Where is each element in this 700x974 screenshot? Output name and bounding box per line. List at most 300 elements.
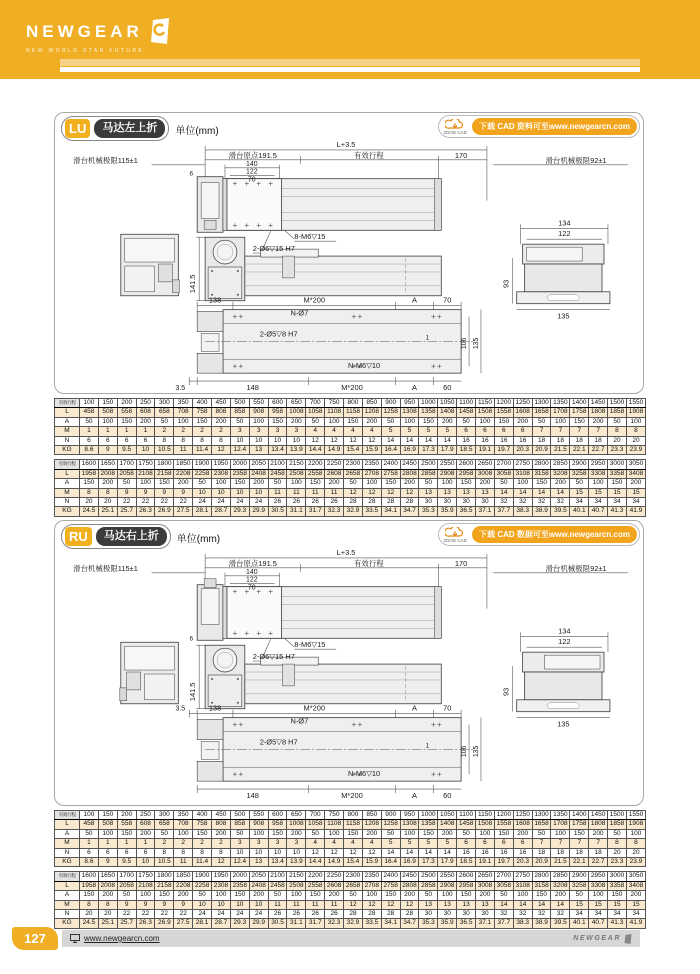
value-cell: 250 (136, 811, 155, 820)
value-cell: 14 (438, 436, 457, 445)
value-cell: 1750 (136, 872, 155, 881)
dim-1: 1 (425, 334, 430, 342)
value-cell: 2300 (344, 460, 363, 469)
value-cell: 6 (494, 839, 513, 848)
value-cell: 22 (155, 910, 174, 919)
value-cell: 10 (287, 436, 306, 445)
value-cell: 8 (626, 427, 645, 436)
value-cell: 200 (551, 479, 570, 488)
value-cell: 16 (494, 436, 513, 445)
value-cell: 13 (249, 446, 268, 455)
value-cell: 19.1 (476, 446, 495, 455)
value-cell: 29.9 (249, 919, 268, 928)
value-cell: 600 (268, 811, 287, 820)
value-cell: 10 (287, 848, 306, 857)
stroke-header-cell: 有效行程 (55, 811, 80, 820)
value-cell: 1850 (174, 460, 193, 469)
value-cell: 1908 (626, 820, 645, 829)
value-cell: 2750 (513, 872, 532, 881)
value-cell: 6 (80, 848, 99, 857)
value-cell: 150 (268, 417, 287, 426)
plan-view (197, 576, 441, 641)
cad-download-text[interactable]: 下载 CAD 数据可至www.newgearcn.com (472, 526, 637, 543)
value-cell: 13 (419, 900, 438, 909)
cloud-download-icon (445, 527, 465, 538)
value-cell: 37.7 (494, 919, 513, 928)
value-cell: 2958 (457, 881, 476, 890)
value-cell: 12 (362, 488, 381, 497)
value-cell: 200 (174, 891, 193, 900)
value-cell: 1958 (80, 469, 99, 478)
value-cell: 1450 (589, 811, 608, 820)
value-cell: 22 (117, 910, 136, 919)
value-cell: 14 (551, 488, 570, 497)
value-cell: 1900 (193, 460, 212, 469)
value-cell: 2108 (136, 469, 155, 478)
dim-170: 170 (454, 150, 468, 160)
value-cell: 200 (400, 479, 419, 488)
value-cell: 11 (306, 900, 325, 909)
dim-106: 106 (461, 337, 469, 350)
row-label-cell: M (55, 488, 80, 497)
value-cell: 150 (98, 399, 117, 408)
value-cell: 26.9 (155, 507, 174, 516)
value-cell: 7 (551, 427, 570, 436)
value-cell: 9 (136, 488, 155, 497)
value-cell: 28 (381, 498, 400, 507)
value-cell: 2900 (570, 460, 589, 469)
value-cell: 28 (381, 910, 400, 919)
value-cell: 150 (532, 891, 551, 900)
value-cell: 1 (117, 427, 136, 436)
page-footer (0, 926, 700, 956)
value-cell: 20.9 (532, 446, 551, 455)
value-cell: 2050 (249, 872, 268, 881)
value-cell: 34 (626, 498, 645, 507)
value-cell: 858 (230, 408, 249, 417)
value-cell: 24 (193, 910, 212, 919)
value-cell: 3 (230, 839, 249, 848)
value-cell: 2308 (212, 469, 231, 478)
dim-m200-bot: M*200 (341, 383, 363, 393)
value-cell: 10 (136, 446, 155, 455)
value-cell: 20 (98, 498, 117, 507)
value-cell: 2600 (457, 872, 476, 881)
dim-148: 148 (246, 791, 259, 801)
value-cell: 2208 (174, 881, 193, 890)
value-cell: 558 (117, 408, 136, 417)
value-cell: 2550 (438, 872, 457, 881)
value-cell: 37.7 (494, 507, 513, 516)
dim-170: 170 (454, 558, 468, 568)
value-cell: 2758 (381, 469, 400, 478)
value-cell: 20 (626, 848, 645, 857)
value-cell: 750 (325, 811, 344, 820)
value-cell: 8 (212, 848, 231, 857)
value-cell: 20.3 (513, 858, 532, 867)
website-link[interactable] (70, 934, 160, 943)
value-cell: 39.5 (551, 507, 570, 516)
value-cell: 14.4 (306, 858, 325, 867)
value-cell: 200 (212, 829, 231, 838)
value-cell: 41.3 (608, 919, 627, 928)
value-cell: 8 (193, 848, 212, 857)
value-cell: 15 (626, 900, 645, 909)
value-cell: 28 (400, 910, 419, 919)
value-cell: 100 (174, 829, 193, 838)
value-cell: 18 (551, 436, 570, 445)
value-cell: 2300 (344, 872, 363, 881)
value-cell: 16 (476, 848, 495, 857)
value-cell: 1508 (476, 820, 495, 829)
value-cell: 200 (551, 891, 570, 900)
dim-138: 138 (208, 295, 222, 305)
value-cell: 8 (626, 839, 645, 848)
value-cell: 200 (212, 417, 231, 426)
value-cell: 850 (362, 811, 381, 820)
value-cell: 16 (513, 848, 532, 857)
row-label-cell: KG (55, 446, 80, 455)
value-cell: 18 (532, 436, 551, 445)
value-cell: 2050 (249, 460, 268, 469)
dim-b135: 135 (472, 745, 480, 758)
value-cell: 2308 (212, 881, 231, 890)
row-label-cell: L (55, 820, 80, 829)
value-cell: 4 (306, 839, 325, 848)
value-cell: 550 (249, 811, 268, 820)
row-label-cell: A (55, 479, 80, 488)
value-cell: 31.1 (287, 507, 306, 516)
value-cell: 29.3 (230, 507, 249, 516)
value-cell: 5 (400, 839, 419, 848)
value-cell: 1158 (344, 408, 363, 417)
ru-dimension-table-1 (54, 810, 646, 867)
value-cell: 17.3 (419, 858, 438, 867)
value-cell: 50 (532, 417, 551, 426)
value-cell: 12 (212, 446, 231, 455)
value-cell: 8 (174, 436, 193, 445)
value-cell: 35.9 (438, 919, 457, 928)
value-cell: 18 (570, 436, 589, 445)
value-cell: 8 (80, 900, 99, 909)
value-cell: 20.3 (513, 446, 532, 455)
monitor-icon (70, 934, 80, 943)
value-cell: 50 (155, 829, 174, 838)
cad-download-badge[interactable] (438, 115, 640, 138)
value-cell: 2658 (344, 469, 363, 478)
value-cell: 50 (608, 417, 627, 426)
value-cell: 14.9 (325, 858, 344, 867)
value-cell: 1708 (551, 820, 570, 829)
dim-60: 60 (443, 383, 452, 393)
value-cell: 2 (155, 427, 174, 436)
value-cell: 2750 (513, 460, 532, 469)
value-cell: 29.9 (249, 507, 268, 516)
value-cell: 13.9 (287, 446, 306, 455)
value-cell: 10 (268, 436, 287, 445)
value-cell: 150 (98, 811, 117, 820)
value-cell: 32 (494, 910, 513, 919)
value-cell: 14 (532, 488, 551, 497)
value-cell: 22 (117, 498, 136, 507)
value-cell: 7 (589, 839, 608, 848)
value-cell: 150 (155, 891, 174, 900)
value-cell: 3050 (626, 460, 645, 469)
value-cell: 7 (570, 427, 589, 436)
value-cell: 1300 (532, 811, 551, 820)
value-cell: 30 (457, 498, 476, 507)
footer-bar (62, 930, 640, 947)
value-cell: 658 (155, 820, 174, 829)
value-cell: 200 (98, 891, 117, 900)
ru-dimension-table-2 (54, 871, 646, 928)
value-cell: 3308 (589, 881, 608, 890)
value-cell: 2850 (551, 872, 570, 881)
value-cell: 1608 (513, 820, 532, 829)
value-cell: 1800 (155, 872, 174, 881)
value-cell: 14 (400, 436, 419, 445)
value-cell: 6 (136, 848, 155, 857)
value-cell: 3008 (476, 469, 495, 478)
value-cell: 10 (249, 488, 268, 497)
value-cell: 2608 (325, 881, 344, 890)
value-cell: 15.4 (344, 446, 363, 455)
value-cell: 50 (344, 479, 363, 488)
value-cell: 1200 (494, 811, 513, 820)
section-lu (54, 112, 646, 517)
value-cell: 1258 (381, 408, 400, 417)
value-cell: 2100 (268, 872, 287, 881)
value-cell: 28.7 (212, 919, 231, 928)
value-cell: 1150 (476, 399, 495, 408)
value-cell: 1058 (306, 408, 325, 417)
value-cell: 10 (230, 848, 249, 857)
value-cell: 1558 (494, 820, 513, 829)
dim-140: 140 (245, 568, 258, 576)
value-cell: 4 (362, 427, 381, 436)
cad-download-text[interactable]: 下载 CAD 资料可至www.newgearcn.com (472, 118, 637, 135)
value-cell: 2208 (174, 469, 193, 478)
value-cell: 150 (570, 417, 589, 426)
value-cell: 12 (306, 436, 325, 445)
value-cell: 1650 (98, 460, 117, 469)
dim-70: 70 (247, 584, 256, 592)
value-cell: 7 (570, 839, 589, 848)
drawing-panel-ru (54, 520, 644, 806)
value-cell: 25.1 (98, 919, 117, 928)
value-cell: 13 (457, 488, 476, 497)
value-cell: 14 (438, 848, 457, 857)
footer-brand-text: NEWGEAR (573, 935, 621, 942)
value-cell: 27.5 (174, 507, 193, 516)
value-cell: 1050 (438, 811, 457, 820)
value-cell: 150 (306, 479, 325, 488)
value-cell: 1400 (570, 399, 589, 408)
value-cell: 9 (174, 488, 193, 497)
cad-cloud (441, 119, 469, 135)
lu-dimension-table-2 (54, 459, 646, 516)
value-cell: 3 (230, 427, 249, 436)
value-cell: 26.3 (136, 919, 155, 928)
label-holes: N-Ø7 (290, 308, 309, 318)
header-stripe-white (60, 67, 640, 72)
value-cell: 28 (362, 910, 381, 919)
value-cell: 1558 (494, 408, 513, 417)
value-cell: 758 (193, 820, 212, 829)
value-cell: 1 (98, 839, 117, 848)
row-label-cell: KG (55, 919, 80, 928)
value-cell: 2458 (268, 469, 287, 478)
value-cell: 9 (98, 858, 117, 867)
drawing-panel-lu (54, 112, 644, 394)
value-cell: 50 (80, 829, 99, 838)
value-cell: 20 (80, 498, 99, 507)
value-cell: 1658 (532, 820, 551, 829)
value-cell: 15.9 (362, 858, 381, 867)
website-url[interactable]: www.newgearcn.com (84, 934, 160, 943)
value-cell: 11 (268, 488, 287, 497)
value-cell: 31.7 (306, 919, 325, 928)
value-cell: 21.5 (551, 858, 570, 867)
dim-134: 134 (558, 218, 571, 228)
dim-141-5: 141.5 (188, 274, 198, 294)
value-cell: 24 (249, 910, 268, 919)
row-label-cell: KG (55, 507, 80, 516)
value-cell: 150 (230, 891, 249, 900)
value-cell: 13.9 (287, 858, 306, 867)
value-cell: 1400 (570, 811, 589, 820)
value-cell: 600 (268, 399, 287, 408)
value-cell: 100 (80, 811, 99, 820)
value-cell: 708 (174, 820, 193, 829)
value-cell: 34.1 (381, 919, 400, 928)
value-cell: 30 (476, 498, 495, 507)
value-cell: 26 (306, 498, 325, 507)
value-cell: 50 (268, 891, 287, 900)
value-cell: 34 (570, 910, 589, 919)
value-cell: 13 (476, 488, 495, 497)
value-cell: 36.5 (457, 507, 476, 516)
value-cell: 13 (476, 900, 495, 909)
value-cell: 15.4 (344, 858, 363, 867)
value-cell: 100 (626, 829, 645, 838)
value-cell: 40.1 (570, 919, 589, 928)
value-cell: 4 (362, 839, 381, 848)
section-title-lu (61, 116, 219, 141)
value-cell: 808 (212, 820, 231, 829)
dim-limit-left: 滑台机械极限115±1 (73, 155, 138, 165)
value-cell: 17.9 (438, 858, 457, 867)
value-cell: 900 (381, 811, 400, 820)
value-cell: 6 (476, 839, 495, 848)
value-cell: 2 (212, 427, 231, 436)
value-cell: 28 (344, 910, 363, 919)
value-cell: 3058 (494, 469, 513, 478)
dim-93: 93 (501, 687, 511, 696)
value-cell: 8 (98, 488, 117, 497)
value-cell: 200 (136, 829, 155, 838)
value-cell: 15 (589, 488, 608, 497)
value-cell: 3000 (608, 460, 627, 469)
value-cell: 18 (589, 848, 608, 857)
value-cell: 150 (608, 891, 627, 900)
value-cell: 1 (80, 427, 99, 436)
dim-6: 6 (189, 635, 194, 643)
left-end-view (120, 642, 179, 704)
model-title: 马达左上折 (94, 119, 165, 138)
value-cell: 24 (249, 498, 268, 507)
value-cell: 16 (476, 436, 495, 445)
value-cell: 17.9 (438, 446, 457, 455)
dim-total: L+3.5 (336, 547, 356, 557)
value-cell: 16.4 (381, 446, 400, 455)
value-cell: 22 (136, 910, 155, 919)
value-cell: 12 (325, 436, 344, 445)
side-view (205, 645, 441, 709)
value-cell: 14 (551, 900, 570, 909)
value-cell: 100 (626, 417, 645, 426)
dim-148: 148 (246, 383, 259, 393)
value-cell: 32 (513, 910, 532, 919)
value-cell: 2950 (589, 460, 608, 469)
value-cell: 8 (174, 848, 193, 857)
value-cell: 200 (476, 479, 495, 488)
value-cell: 11 (268, 900, 287, 909)
value-cell: 200 (136, 417, 155, 426)
value-cell: 100 (287, 479, 306, 488)
value-cell: 1 (80, 839, 99, 848)
value-cell: 508 (98, 820, 117, 829)
value-cell: 24 (212, 498, 231, 507)
value-cell: 22.1 (570, 858, 589, 867)
dim-limit-left: 滑台机械极限115±1 (73, 563, 138, 573)
value-cell: 2408 (249, 881, 268, 890)
value-cell: 15 (608, 900, 627, 909)
value-cell: 12 (400, 488, 419, 497)
value-cell: 1750 (136, 460, 155, 469)
value-cell: 14 (513, 488, 532, 497)
value-cell: 18 (570, 848, 589, 857)
value-cell: 6 (513, 427, 532, 436)
value-cell: 400 (193, 399, 212, 408)
value-cell: 32 (513, 498, 532, 507)
cad-download-badge[interactable] (438, 523, 640, 546)
value-cell: 1500 (608, 811, 627, 820)
dim-122: 122 (245, 168, 258, 176)
value-cell: 150 (532, 479, 551, 488)
value-cell: 3158 (532, 469, 551, 478)
bottom-view (197, 310, 473, 374)
value-cell: 200 (174, 479, 193, 488)
value-cell: 31.7 (306, 507, 325, 516)
value-cell: 150 (570, 829, 589, 838)
value-cell: 1 (136, 427, 155, 436)
value-cell: 4 (344, 839, 363, 848)
value-cell: 26 (306, 910, 325, 919)
row-label-cell: N (55, 848, 80, 857)
value-cell: 16.9 (400, 446, 419, 455)
value-cell: 100 (174, 417, 193, 426)
value-cell: 2708 (362, 881, 381, 890)
value-cell: 2700 (494, 872, 513, 881)
value-cell: 32 (551, 910, 570, 919)
dim-a-top: A (412, 703, 417, 713)
model-title: 马达右上折 (96, 527, 167, 546)
value-cell: 2408 (249, 469, 268, 478)
value-cell: 3408 (626, 881, 645, 890)
value-cell: 35.3 (419, 919, 438, 928)
value-cell: 28 (344, 498, 363, 507)
